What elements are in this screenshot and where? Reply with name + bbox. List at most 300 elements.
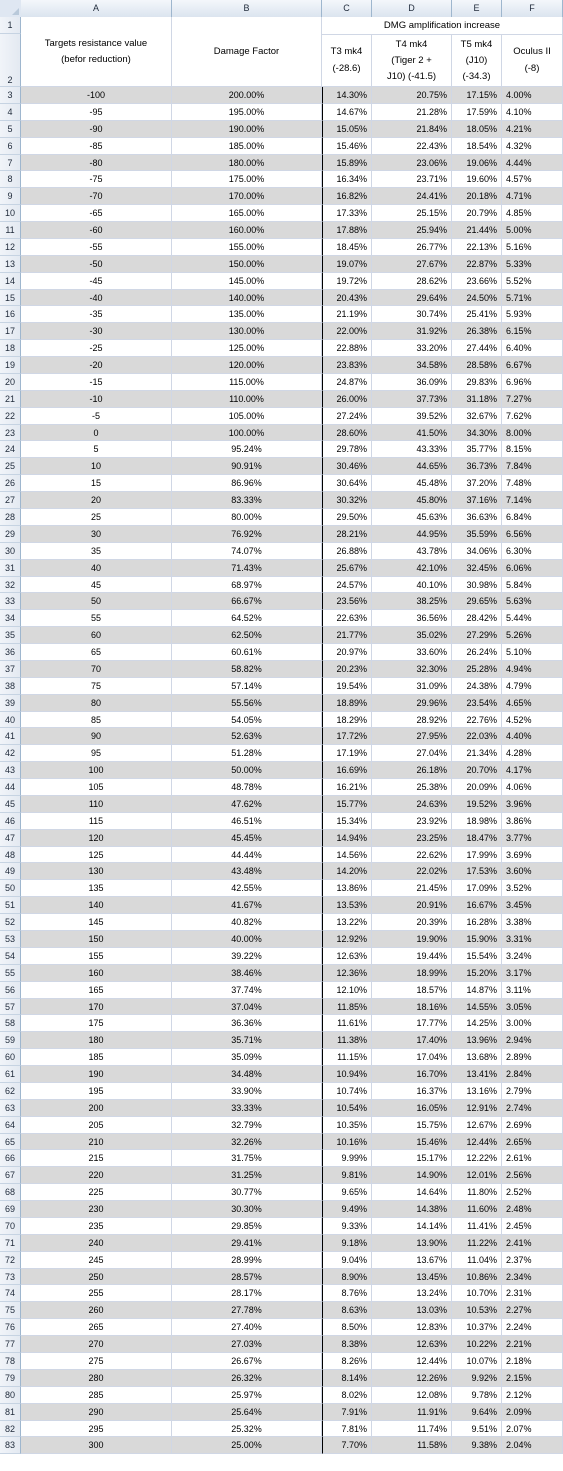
cell-a[interactable]: 205 bbox=[21, 1117, 172, 1134]
cell-b[interactable]: 170.00% bbox=[172, 188, 322, 205]
cell-e[interactable]: 9.64% bbox=[452, 1404, 502, 1421]
cell-c[interactable]: 28.21% bbox=[322, 526, 372, 543]
cell-b[interactable]: 52.63% bbox=[172, 728, 322, 745]
cell-a[interactable]: 270 bbox=[21, 1336, 172, 1353]
cell-e[interactable]: 36.73% bbox=[452, 458, 502, 475]
cell-b[interactable]: 37.74% bbox=[172, 982, 322, 999]
cell-f[interactable]: 6.40% bbox=[502, 340, 563, 357]
cell-e[interactable]: 13.16% bbox=[452, 1083, 502, 1100]
cell-e[interactable]: 18.54% bbox=[452, 138, 502, 155]
cell-f[interactable]: 5.33% bbox=[502, 256, 563, 273]
cell-d[interactable]: 33.60% bbox=[372, 644, 452, 661]
cell-d[interactable]: 39.52% bbox=[372, 408, 452, 425]
cell-f[interactable]: 2.69% bbox=[502, 1117, 563, 1134]
cell-c[interactable]: 18.89% bbox=[322, 695, 372, 712]
cell-f[interactable]: 4.10% bbox=[502, 104, 563, 121]
cell-a[interactable]: 25 bbox=[21, 509, 172, 526]
cell-d[interactable]: 20.75% bbox=[372, 87, 452, 104]
cell-f[interactable]: 4.57% bbox=[502, 171, 563, 188]
cell-f[interactable]: 2.56% bbox=[502, 1167, 563, 1184]
row-header[interactable]: 70 bbox=[0, 1218, 21, 1235]
cell-b[interactable]: 25.64% bbox=[172, 1404, 322, 1421]
cell-e[interactable]: 29.83% bbox=[452, 374, 502, 391]
cell-e[interactable]: 27.44% bbox=[452, 340, 502, 357]
cell-f[interactable]: 3.69% bbox=[502, 847, 563, 863]
cell-c[interactable]: 14.67% bbox=[322, 104, 372, 121]
row-header[interactable]: 15 bbox=[0, 290, 21, 306]
cell-a[interactable]: -60 bbox=[21, 222, 172, 239]
cell-a[interactable]: 30 bbox=[21, 526, 172, 543]
cell-a[interactable]: 75 bbox=[21, 678, 172, 695]
row-header[interactable]: 13 bbox=[0, 256, 21, 273]
cell-b[interactable]: 41.67% bbox=[172, 897, 322, 914]
cell-e[interactable]: 25.28% bbox=[452, 661, 502, 678]
cell-a[interactable]: 285 bbox=[21, 1387, 172, 1404]
cell-d[interactable]: 23.71% bbox=[372, 171, 452, 188]
cell-d[interactable]: 12.83% bbox=[372, 1319, 452, 1336]
cell-e[interactable]: 30.98% bbox=[452, 577, 502, 593]
cell-b[interactable]: 160.00% bbox=[172, 222, 322, 239]
cell-c[interactable]: 21.19% bbox=[322, 306, 372, 323]
cell-b[interactable]: 66.67% bbox=[172, 593, 322, 610]
cell-c[interactable]: 20.97% bbox=[322, 644, 372, 661]
cell-a[interactable]: 295 bbox=[21, 1421, 172, 1437]
cell-a[interactable]: -25 bbox=[21, 340, 172, 357]
cell-a[interactable]: 175 bbox=[21, 1015, 172, 1032]
row-header[interactable]: 73 bbox=[0, 1269, 21, 1285]
row-header[interactable]: 64 bbox=[0, 1117, 21, 1134]
cell-f[interactable]: 4.00% bbox=[502, 87, 563, 104]
cell-e[interactable]: 32.67% bbox=[452, 408, 502, 425]
cell-a[interactable]: 155 bbox=[21, 948, 172, 965]
cell-c[interactable]: 9.04% bbox=[322, 1252, 372, 1269]
cell-c[interactable]: 9.99% bbox=[322, 1150, 372, 1167]
cell-c[interactable]: 12.92% bbox=[322, 931, 372, 948]
cell-f[interactable]: 2.04% bbox=[502, 1437, 563, 1454]
row-header[interactable]: 61 bbox=[0, 1066, 21, 1083]
cell-c[interactable]: 12.36% bbox=[322, 965, 372, 982]
cell-e[interactable]: 17.15% bbox=[452, 87, 502, 104]
cell-c[interactable]: 9.81% bbox=[322, 1167, 372, 1184]
cell-b[interactable]: 47.62% bbox=[172, 796, 322, 813]
row-header[interactable]: 41 bbox=[0, 728, 21, 745]
cell-e[interactable]: 26.24% bbox=[452, 644, 502, 661]
cell-e[interactable]: 26.38% bbox=[452, 323, 502, 340]
cell-d[interactable]: 36.09% bbox=[372, 374, 452, 391]
cell-e[interactable]: 20.09% bbox=[452, 779, 502, 796]
row-header[interactable]: 81 bbox=[0, 1404, 21, 1421]
cell-e[interactable]: 11.22% bbox=[452, 1235, 502, 1252]
cell-c[interactable]: 24.57% bbox=[322, 577, 372, 593]
cell-f[interactable]: 4.44% bbox=[502, 155, 563, 171]
cell-e[interactable]: 10.86% bbox=[452, 1269, 502, 1285]
cell-c[interactable]: 23.56% bbox=[322, 593, 372, 610]
cell-c[interactable]: 7.70% bbox=[322, 1437, 372, 1454]
cell-e[interactable]: 12.91% bbox=[452, 1100, 502, 1117]
cell-e[interactable]: 23.54% bbox=[452, 695, 502, 712]
cell-d[interactable]: 16.37% bbox=[372, 1083, 452, 1100]
cell-a[interactable]: -75 bbox=[21, 171, 172, 188]
cell-a[interactable]: -65 bbox=[21, 205, 172, 222]
row-header[interactable]: 54 bbox=[0, 948, 21, 965]
cell-c[interactable]: 13.86% bbox=[322, 880, 372, 897]
cell-f[interactable]: 2.24% bbox=[502, 1319, 563, 1336]
cell-d[interactable]: 40.10% bbox=[372, 577, 452, 593]
cell-a[interactable]: 120 bbox=[21, 830, 172, 847]
cell-f[interactable]: 3.17% bbox=[502, 965, 563, 982]
cell-d[interactable]: 43.33% bbox=[372, 441, 452, 458]
cell-b[interactable]: 55.56% bbox=[172, 695, 322, 712]
cell-e[interactable]: 9.38% bbox=[452, 1437, 502, 1454]
cell-a[interactable]: 115 bbox=[21, 813, 172, 830]
cell-d[interactable]: 34.58% bbox=[372, 357, 452, 374]
cell-e[interactable]: 9.78% bbox=[452, 1387, 502, 1404]
cell-d[interactable]: 43.78% bbox=[372, 543, 452, 560]
cell-e[interactable]: 10.70% bbox=[452, 1285, 502, 1302]
cell-b[interactable]: 190.00% bbox=[172, 121, 322, 138]
cell-e[interactable]: 35.59% bbox=[452, 526, 502, 543]
cell-a[interactable]: 50 bbox=[21, 593, 172, 610]
cell-d[interactable]: 12.08% bbox=[372, 1387, 452, 1404]
cell-d[interactable]: 14.64% bbox=[372, 1184, 452, 1201]
cell-f[interactable]: 2.94% bbox=[502, 1032, 563, 1049]
cell-c[interactable]: 12.10% bbox=[322, 982, 372, 999]
cell-c[interactable]: 9.65% bbox=[322, 1184, 372, 1201]
row-header[interactable]: 16 bbox=[0, 306, 21, 323]
cell-e[interactable]: 12.67% bbox=[452, 1117, 502, 1134]
row-header[interactable]: 18 bbox=[0, 340, 21, 357]
cell-f[interactable]: 4.94% bbox=[502, 661, 563, 678]
row-header[interactable]: 34 bbox=[0, 610, 21, 627]
column-header-e[interactable]: E bbox=[452, 0, 502, 17]
cell-e[interactable]: 11.41% bbox=[452, 1218, 502, 1235]
header-group-merged[interactable] bbox=[322, 17, 563, 35]
row-header[interactable]: 29 bbox=[0, 526, 21, 543]
cell-d[interactable]: 36.56% bbox=[372, 610, 452, 627]
cell-d[interactable]: 42.10% bbox=[372, 560, 452, 577]
cell-d[interactable]: 11.74% bbox=[372, 1421, 452, 1437]
cell-b[interactable]: 40.00% bbox=[172, 931, 322, 948]
cell-a[interactable]: -50 bbox=[21, 256, 172, 273]
cell-b[interactable]: 29.85% bbox=[172, 1218, 322, 1235]
cell-c[interactable]: 15.05% bbox=[322, 121, 372, 138]
cell-b[interactable]: 95.24% bbox=[172, 441, 322, 458]
cell-b[interactable]: 140.00% bbox=[172, 290, 322, 306]
cell-e[interactable]: 21.34% bbox=[452, 745, 502, 762]
cell-f[interactable]: 2.21% bbox=[502, 1336, 563, 1353]
cell-e[interactable]: 9.51% bbox=[452, 1421, 502, 1437]
cell-e[interactable]: 11.60% bbox=[452, 1201, 502, 1218]
cell-f[interactable]: 2.15% bbox=[502, 1370, 563, 1387]
cell-b[interactable]: 110.00% bbox=[172, 391, 322, 408]
row-header[interactable]: 46 bbox=[0, 813, 21, 830]
cell-e[interactable]: 17.53% bbox=[452, 863, 502, 880]
cell-a[interactable]: 210 bbox=[21, 1134, 172, 1150]
cell-d[interactable]: 16.05% bbox=[372, 1100, 452, 1117]
cell-c[interactable]: 11.15% bbox=[322, 1049, 372, 1066]
cell-f[interactable]: 2.89% bbox=[502, 1049, 563, 1066]
cell-b[interactable]: 27.78% bbox=[172, 1302, 322, 1319]
row-header[interactable]: 76 bbox=[0, 1319, 21, 1336]
cell-e[interactable]: 16.67% bbox=[452, 897, 502, 914]
cell-f[interactable]: 2.31% bbox=[502, 1285, 563, 1302]
cell-b[interactable]: 36.36% bbox=[172, 1015, 322, 1032]
cell-a[interactable]: 105 bbox=[21, 779, 172, 796]
cell-a[interactable]: -80 bbox=[21, 155, 172, 171]
cell-c[interactable]: 14.56% bbox=[322, 847, 372, 863]
cell-a[interactable]: -5 bbox=[21, 408, 172, 425]
cell-b[interactable]: 100.00% bbox=[172, 425, 322, 441]
cell-f[interactable]: 4.52% bbox=[502, 712, 563, 728]
cell-c[interactable]: 20.43% bbox=[322, 290, 372, 306]
row-header[interactable]: 10 bbox=[0, 205, 21, 222]
cell-b[interactable]: 60.61% bbox=[172, 644, 322, 661]
cell-c[interactable]: 28.60% bbox=[322, 425, 372, 441]
cell-c[interactable]: 16.34% bbox=[322, 171, 372, 188]
cell-d[interactable]: 19.90% bbox=[372, 931, 452, 948]
cell-d[interactable]: 11.58% bbox=[372, 1437, 452, 1454]
cell-c[interactable]: 20.23% bbox=[322, 661, 372, 678]
cell-e[interactable]: 11.04% bbox=[452, 1252, 502, 1269]
row-header[interactable]: 75 bbox=[0, 1302, 21, 1319]
cell-a[interactable]: 140 bbox=[21, 897, 172, 914]
cell-c[interactable]: 27.24% bbox=[322, 408, 372, 425]
cell-b[interactable]: 33.90% bbox=[172, 1083, 322, 1100]
cell-b[interactable]: 175.00% bbox=[172, 171, 322, 188]
row-header[interactable]: 62 bbox=[0, 1083, 21, 1100]
cell-f[interactable]: 5.00% bbox=[502, 222, 563, 239]
cell-e[interactable]: 34.30% bbox=[452, 425, 502, 441]
cell-b[interactable]: 155.00% bbox=[172, 239, 322, 256]
cell-f[interactable]: 2.12% bbox=[502, 1387, 563, 1404]
cell-e[interactable]: 15.90% bbox=[452, 931, 502, 948]
cell-f[interactable]: 3.38% bbox=[502, 914, 563, 931]
cell-f[interactable]: 6.15% bbox=[502, 323, 563, 340]
cell-a[interactable]: 190 bbox=[21, 1066, 172, 1083]
cell-d[interactable]: 23.06% bbox=[372, 155, 452, 171]
cell-d[interactable]: 22.62% bbox=[372, 847, 452, 863]
cell-b[interactable]: 31.25% bbox=[172, 1167, 322, 1184]
cell-a[interactable]: 35 bbox=[21, 543, 172, 560]
cell-a[interactable]: -45 bbox=[21, 273, 172, 290]
cell-b[interactable]: 40.82% bbox=[172, 914, 322, 931]
cell-d[interactable]: 14.90% bbox=[372, 1167, 452, 1184]
cell-e[interactable]: 35.77% bbox=[452, 441, 502, 458]
cell-b[interactable]: 43.48% bbox=[172, 863, 322, 880]
cell-d[interactable]: 13.45% bbox=[372, 1269, 452, 1285]
row-header[interactable]: 56 bbox=[0, 982, 21, 999]
row-header[interactable]: 17 bbox=[0, 323, 21, 340]
cell-c[interactable]: 18.29% bbox=[322, 712, 372, 728]
cell-d[interactable]: 20.39% bbox=[372, 914, 452, 931]
cell-b[interactable]: 68.97% bbox=[172, 577, 322, 593]
cell-c[interactable]: 15.46% bbox=[322, 138, 372, 155]
cell-a[interactable]: 110 bbox=[21, 796, 172, 813]
cell-d[interactable]: 27.95% bbox=[372, 728, 452, 745]
cell-d[interactable]: 38.25% bbox=[372, 593, 452, 610]
cell-f[interactable]: 5.93% bbox=[502, 306, 563, 323]
row-header[interactable]: 2 bbox=[0, 34, 21, 87]
row-header[interactable]: 55 bbox=[0, 965, 21, 982]
cell-f[interactable]: 6.84% bbox=[502, 509, 563, 526]
cell-c[interactable]: 10.94% bbox=[322, 1066, 372, 1083]
cell-a[interactable]: 225 bbox=[21, 1184, 172, 1201]
cell-c[interactable]: 8.26% bbox=[322, 1353, 372, 1370]
cell-b[interactable]: 35.71% bbox=[172, 1032, 322, 1049]
cell-e[interactable]: 37.20% bbox=[452, 475, 502, 492]
cell-f[interactable]: 4.85% bbox=[502, 205, 563, 222]
cell-f[interactable]: 4.32% bbox=[502, 138, 563, 155]
cell-c[interactable]: 8.02% bbox=[322, 1387, 372, 1404]
cell-d[interactable]: 30.74% bbox=[372, 306, 452, 323]
cell-b[interactable]: 180.00% bbox=[172, 155, 322, 171]
cell-c[interactable]: 11.61% bbox=[322, 1015, 372, 1032]
cell-d[interactable]: 44.65% bbox=[372, 458, 452, 475]
cell-a[interactable]: 95 bbox=[21, 745, 172, 762]
row-header[interactable]: 11 bbox=[0, 222, 21, 239]
cell-f[interactable]: 3.96% bbox=[502, 796, 563, 813]
cell-d[interactable]: 45.80% bbox=[372, 492, 452, 509]
cell-a[interactable]: 260 bbox=[21, 1302, 172, 1319]
cell-c[interactable]: 19.07% bbox=[322, 256, 372, 273]
cell-b[interactable]: 105.00% bbox=[172, 408, 322, 425]
cell-b[interactable]: 115.00% bbox=[172, 374, 322, 391]
cell-a[interactable]: 5 bbox=[21, 441, 172, 458]
row-header[interactable]: 69 bbox=[0, 1201, 21, 1218]
cell-e[interactable]: 16.28% bbox=[452, 914, 502, 931]
row-header[interactable]: 20 bbox=[0, 374, 21, 391]
cell-c[interactable]: 15.34% bbox=[322, 813, 372, 830]
cell-f[interactable]: 3.60% bbox=[502, 863, 563, 880]
cell-e[interactable]: 14.25% bbox=[452, 1015, 502, 1032]
cell-e[interactable]: 10.22% bbox=[452, 1336, 502, 1353]
cell-d[interactable]: 21.84% bbox=[372, 121, 452, 138]
row-header[interactable]: 38 bbox=[0, 678, 21, 695]
cell-f[interactable]: 5.26% bbox=[502, 627, 563, 644]
row-header[interactable]: 1 bbox=[0, 17, 21, 34]
cell-a[interactable]: -35 bbox=[21, 306, 172, 323]
cell-f[interactable]: 5.84% bbox=[502, 577, 563, 593]
row-header[interactable]: 66 bbox=[0, 1150, 21, 1167]
cell-c[interactable]: 17.33% bbox=[322, 205, 372, 222]
cell-d[interactable]: 17.40% bbox=[372, 1032, 452, 1049]
cell-d[interactable]: 17.04% bbox=[372, 1049, 452, 1066]
cell-a[interactable]: -55 bbox=[21, 239, 172, 256]
cell-d[interactable]: 15.46% bbox=[372, 1134, 452, 1150]
cell-c[interactable]: 9.49% bbox=[322, 1201, 372, 1218]
row-header[interactable]: 79 bbox=[0, 1370, 21, 1387]
cell-d[interactable]: 23.92% bbox=[372, 813, 452, 830]
cell-a[interactable]: 280 bbox=[21, 1370, 172, 1387]
cell-d[interactable]: 13.67% bbox=[372, 1252, 452, 1269]
header-cell-c[interactable] bbox=[322, 35, 372, 87]
cell-a[interactable]: 85 bbox=[21, 712, 172, 728]
cell-a[interactable]: 265 bbox=[21, 1319, 172, 1336]
cell-f[interactable]: 3.52% bbox=[502, 880, 563, 897]
cell-a[interactable]: 215 bbox=[21, 1150, 172, 1167]
cell-b[interactable]: 145.00% bbox=[172, 273, 322, 290]
row-header[interactable]: 32 bbox=[0, 577, 21, 593]
cell-c[interactable]: 26.88% bbox=[322, 543, 372, 560]
cell-f[interactable]: 7.84% bbox=[502, 458, 563, 475]
cell-d[interactable]: 14.14% bbox=[372, 1218, 452, 1235]
cell-e[interactable]: 10.37% bbox=[452, 1319, 502, 1336]
cell-b[interactable]: 125.00% bbox=[172, 340, 322, 357]
cell-c[interactable]: 13.22% bbox=[322, 914, 372, 931]
cell-b[interactable]: 51.28% bbox=[172, 745, 322, 762]
cell-f[interactable]: 4.17% bbox=[502, 762, 563, 779]
cell-d[interactable]: 32.30% bbox=[372, 661, 452, 678]
cell-a[interactable]: 65 bbox=[21, 644, 172, 661]
cell-a[interactable]: 165 bbox=[21, 982, 172, 999]
row-header[interactable]: 71 bbox=[0, 1235, 21, 1252]
cell-b[interactable]: 34.48% bbox=[172, 1066, 322, 1083]
cell-e[interactable]: 32.45% bbox=[452, 560, 502, 577]
cell-c[interactable]: 23.83% bbox=[322, 357, 372, 374]
cell-b[interactable]: 42.55% bbox=[172, 880, 322, 897]
cell-f[interactable]: 2.41% bbox=[502, 1235, 563, 1252]
cell-f[interactable]: 5.16% bbox=[502, 239, 563, 256]
cell-f[interactable]: 4.28% bbox=[502, 745, 563, 762]
cell-b[interactable]: 29.41% bbox=[172, 1235, 322, 1252]
cell-c[interactable]: 17.88% bbox=[322, 222, 372, 239]
cell-d[interactable]: 14.38% bbox=[372, 1201, 452, 1218]
cell-d[interactable]: 22.43% bbox=[372, 138, 452, 155]
cell-e[interactable]: 20.18% bbox=[452, 188, 502, 205]
cell-a[interactable]: -70 bbox=[21, 188, 172, 205]
cell-a[interactable]: 230 bbox=[21, 1201, 172, 1218]
cell-b[interactable]: 50.00% bbox=[172, 762, 322, 779]
cell-e[interactable]: 18.98% bbox=[452, 813, 502, 830]
cell-a[interactable]: 60 bbox=[21, 627, 172, 644]
cell-f[interactable]: 6.96% bbox=[502, 374, 563, 391]
header-cell-d[interactable] bbox=[372, 35, 452, 87]
cell-f[interactable]: 2.65% bbox=[502, 1134, 563, 1150]
cell-f[interactable]: 2.79% bbox=[502, 1083, 563, 1100]
cell-d[interactable]: 25.94% bbox=[372, 222, 452, 239]
row-header[interactable]: 19 bbox=[0, 357, 21, 374]
cell-b[interactable]: 31.75% bbox=[172, 1150, 322, 1167]
cell-b[interactable]: 38.46% bbox=[172, 965, 322, 982]
cell-b[interactable]: 33.33% bbox=[172, 1100, 322, 1117]
cell-d[interactable]: 18.99% bbox=[372, 965, 452, 982]
cell-d[interactable]: 27.04% bbox=[372, 745, 452, 762]
cell-e[interactable]: 13.41% bbox=[452, 1066, 502, 1083]
cell-f[interactable]: 5.71% bbox=[502, 290, 563, 306]
row-header[interactable]: 65 bbox=[0, 1134, 21, 1150]
cell-e[interactable]: 10.53% bbox=[452, 1302, 502, 1319]
cell-c[interactable]: 10.74% bbox=[322, 1083, 372, 1100]
cell-e[interactable]: 11.80% bbox=[452, 1184, 502, 1201]
cell-e[interactable]: 18.05% bbox=[452, 121, 502, 138]
cell-a[interactable]: 10 bbox=[21, 458, 172, 475]
cell-b[interactable]: 54.05% bbox=[172, 712, 322, 728]
cell-f[interactable]: 4.79% bbox=[502, 678, 563, 695]
cell-f[interactable]: 3.45% bbox=[502, 897, 563, 914]
cell-b[interactable]: 44.44% bbox=[172, 847, 322, 863]
cell-b[interactable]: 76.92% bbox=[172, 526, 322, 543]
cell-f[interactable]: 8.00% bbox=[502, 425, 563, 441]
cell-b[interactable]: 120.00% bbox=[172, 357, 322, 374]
cell-a[interactable]: 90 bbox=[21, 728, 172, 745]
cell-c[interactable]: 9.18% bbox=[322, 1235, 372, 1252]
row-header[interactable]: 51 bbox=[0, 897, 21, 914]
row-header[interactable]: 82 bbox=[0, 1421, 21, 1437]
cell-f[interactable]: 2.07% bbox=[502, 1421, 563, 1437]
cell-f[interactable]: 2.48% bbox=[502, 1201, 563, 1218]
cell-f[interactable]: 8.15% bbox=[502, 441, 563, 458]
cell-c[interactable]: 16.21% bbox=[322, 779, 372, 796]
